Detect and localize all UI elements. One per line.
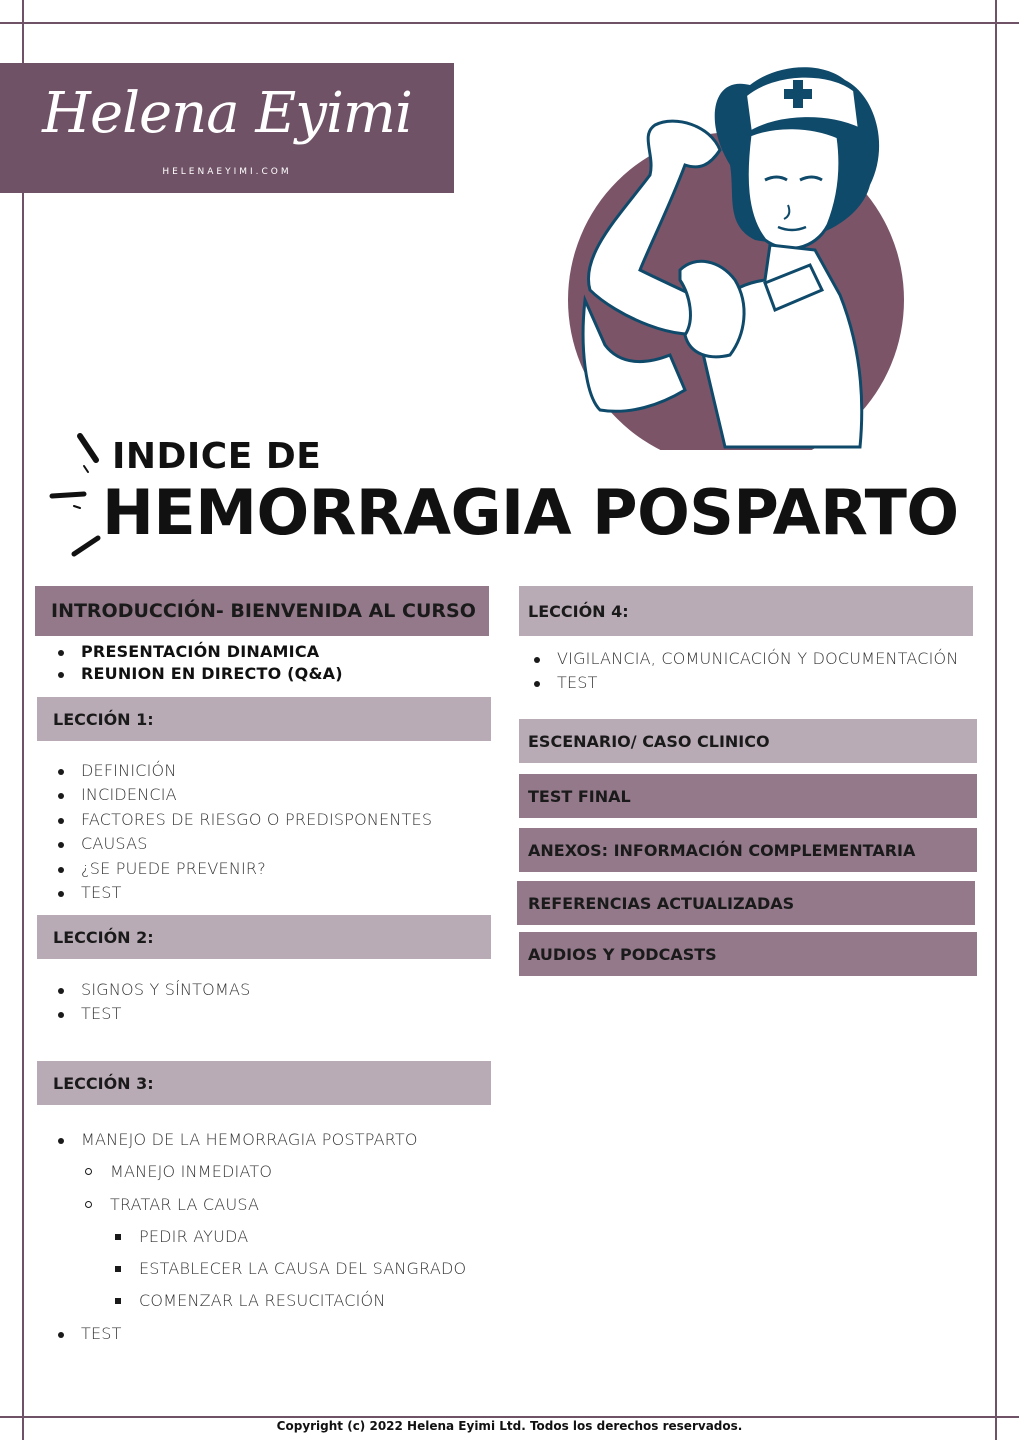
title-line-1: INDICE DE <box>112 436 322 477</box>
brand-name: Helena Eyimi <box>42 81 412 146</box>
list-item: TEST <box>35 1324 489 1356</box>
frame-bottom-line <box>0 1416 1019 1418</box>
list-item: CAUSAS <box>35 834 489 858</box>
list-item: MANEJO INMEDIATO <box>35 1162 489 1194</box>
brand-url: HELENAEYIMI.COM <box>162 167 292 177</box>
leccion-4-list <box>511 649 981 698</box>
list-item: INCIDENCIA <box>35 785 489 809</box>
list-item: COMENZAR LA RESUCITACIÓN <box>35 1291 489 1323</box>
leccion-3-header: LECCIÓN 3: <box>37 1061 491 1105</box>
list-item: FACTORES DE RIESGO O PREDISPONENTES <box>35 810 489 834</box>
nurse-illustration <box>560 55 920 450</box>
audios-header: AUDIOS Y PODCASTS <box>519 932 977 976</box>
leccion-3-list <box>35 1130 489 1356</box>
intro-list <box>35 642 489 686</box>
test-final-header: TEST FINAL <box>519 774 977 818</box>
list-item: PRESENTACIÓN DINAMICA <box>35 642 489 664</box>
copyright-footer: Copyright (c) 2022 Helena Eyimi Ltd. Todos los derechos reservados. <box>276 1419 743 1433</box>
referencias-header: REFERENCIAS ACTUALIZADAS <box>517 881 975 925</box>
leccion-2-header: LECCIÓN 2: <box>37 915 491 959</box>
list-item: PEDIR AYUDA <box>35 1227 489 1259</box>
list-item: MANEJO DE LA HEMORRAGIA POSTPARTO <box>35 1130 489 1162</box>
leccion-4-header: LECCIÓN 4: <box>519 586 973 636</box>
frame-right-line <box>995 0 997 1440</box>
frame-left-line <box>22 0 24 1440</box>
escenario-header: ESCENARIO/ CASO CLINICO <box>519 719 977 763</box>
leccion-2-list <box>35 980 489 1029</box>
list-item: VIGILANCIA, COMUNICACIÓN Y DOCUMENTACIÓN <box>511 649 981 673</box>
list-item: TEST <box>35 883 489 907</box>
title-line-2: HEMORRAGIA POSPARTO <box>102 476 959 549</box>
frame-top-line <box>0 22 1019 24</box>
brand-logo <box>0 63 454 193</box>
intro-header: INTRODUCCIÓN- BIENVENIDA AL CURSO <box>35 586 489 636</box>
list-item: ESTABLECER LA CAUSA DEL SANGRADO <box>35 1259 489 1291</box>
leccion-1-header: LECCIÓN 1: <box>37 697 491 741</box>
list-item: TEST <box>511 673 981 697</box>
list-item: ¿SE PUEDE PREVENIR? <box>35 859 489 883</box>
list-item: SIGNOS Y SÍNTOMAS <box>35 980 489 1004</box>
list-item: TRATAR LA CAUSA <box>35 1195 489 1227</box>
anexos-header: ANEXOS: INFORMACIÓN COMPLEMENTARIA <box>519 828 977 872</box>
list-item: DEFINICIÓN <box>35 761 489 785</box>
list-item: REUNION EN DIRECTO (Q&A) <box>35 664 489 686</box>
leccion-1-list <box>35 761 489 907</box>
list-item: TEST <box>35 1004 489 1028</box>
